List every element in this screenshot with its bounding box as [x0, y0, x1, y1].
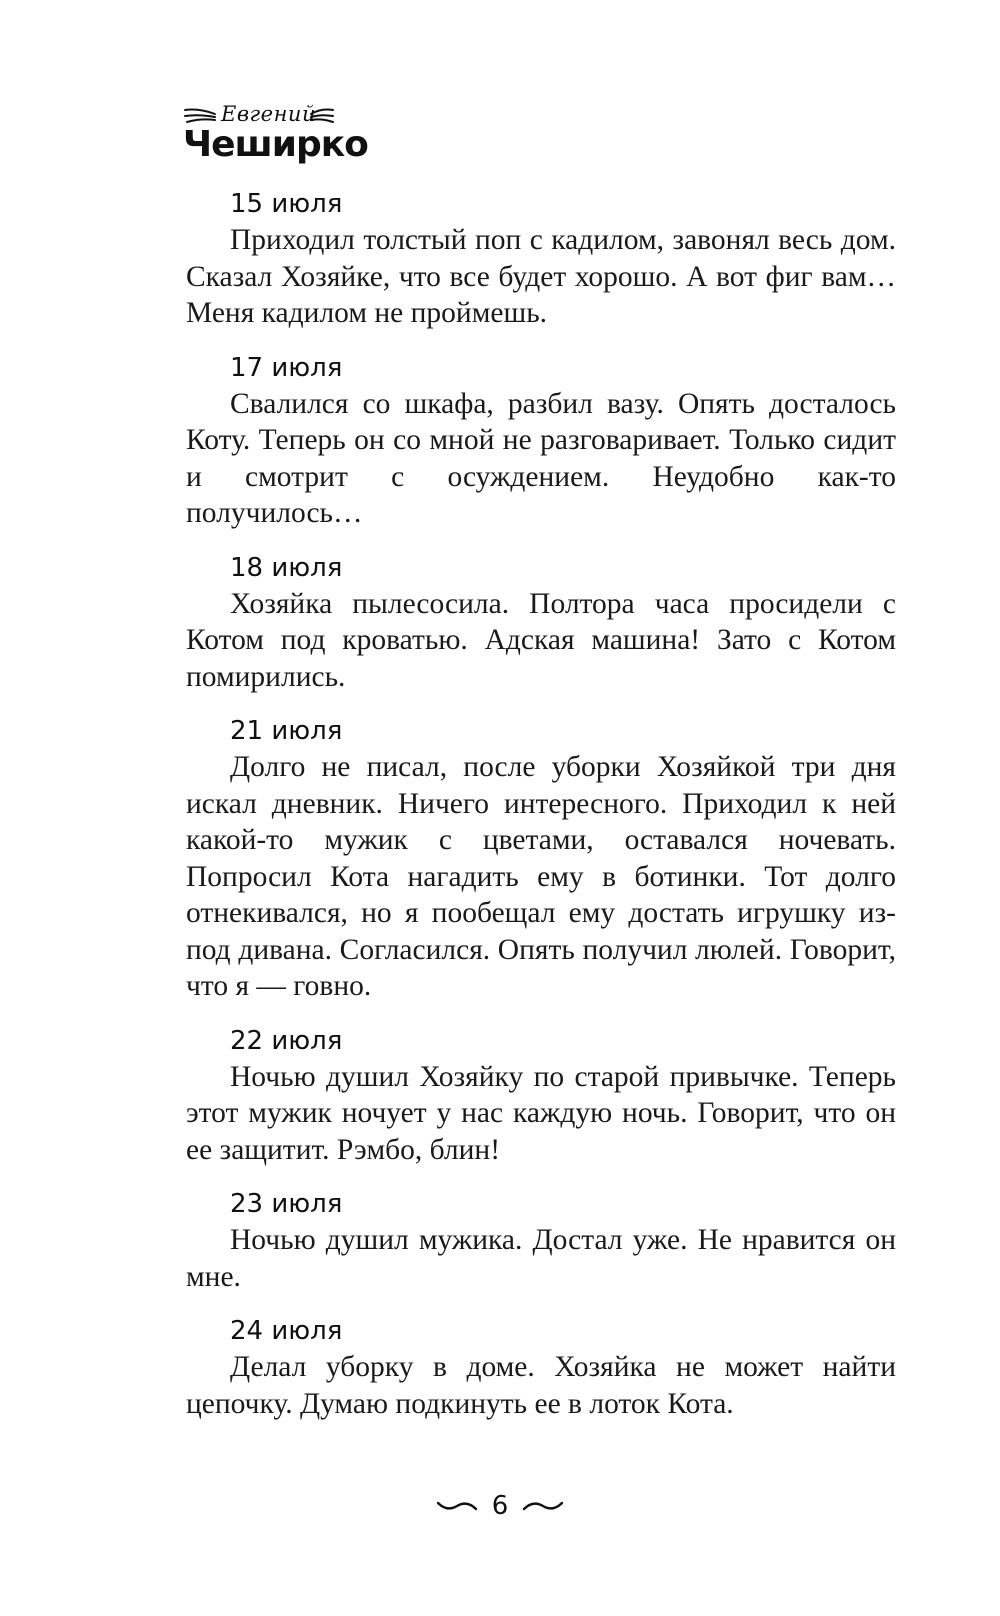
entry-text: Приходил толстый поп с кадилом, завонял весь дом. Сказал Хозяйке, что все будет хорошо. А вот фиг вам… Меня кадилом не проймешь.: [186, 224, 896, 329]
entry-text: Долго не писал, после уборки Хозяйкой три дня искал дневник. Ничего интересного. Приходил к ней какой-то мужик с цветами, оставался ночевать. Попросил Кота нагадить ему в ботинки. Тот долго отнекивался, но я пообещал ему достать игрушку из-под дивана. Согласился. Опять получил люлей. Говорит, что я — говно.: [186, 751, 896, 1002]
page-footer: [0, 1488, 1000, 1528]
entry-date: 22 июля: [230, 1025, 343, 1056]
entry-date: 15 июля: [230, 189, 343, 219]
entry-date: 21 июля: [230, 716, 343, 746]
diary-entry: [186, 1313, 896, 1422]
author-first-name: Евгений: [221, 102, 316, 126]
diary-entry: [186, 186, 896, 332]
entry-date: 23 июля: [230, 1189, 343, 1219]
entry-text: Ночью душил Хозяйку по старой привычке. Теперь этот мужик ночует у нас каждую ночь. Говорит, что он ее защитит. Рэмбо, блин!: [186, 1060, 896, 1166]
entry-text: Свалился со шкафа, разбил вазу. Опять досталось Коту. Теперь он со мной не разговаривает. Только сидит и смотрит с осуждением. Неудобно как-то получилось…: [186, 387, 896, 529]
diary-entry: [186, 713, 896, 1005]
diary-entry: [186, 550, 896, 696]
entry-text: Ночью душил мужика. Достал уже. Не нравится он мне.: [186, 1224, 896, 1293]
diary-entry: [186, 1186, 896, 1295]
whiskers-left-icon: [183, 106, 217, 124]
entry-date: 17 июля: [230, 352, 343, 383]
author-logo: [183, 100, 368, 172]
page-number: 6: [491, 1491, 509, 1521]
entry-date: 24 июля: [230, 1316, 343, 1346]
author-last-name: Чеширко: [183, 124, 368, 165]
diary-entry: [186, 350, 896, 532]
tilde-right-icon: [522, 1498, 564, 1514]
diary-entries: [186, 186, 896, 1440]
tilde-left-icon: [436, 1498, 478, 1514]
whiskers-right-icon: [309, 106, 335, 124]
entry-text: Делал уборку в доме. Хозяйка не может найти цепочку. Думаю подкинуть ее в лоток Кота.: [186, 1351, 896, 1420]
entry-date: 18 июля: [230, 552, 343, 583]
entry-text: Хозяйка пылесосила. Полтора часа просидели с Котом под кроватью. Адская машина! Зато с Котом помирились.: [186, 587, 896, 693]
diary-entry: [186, 1023, 896, 1169]
